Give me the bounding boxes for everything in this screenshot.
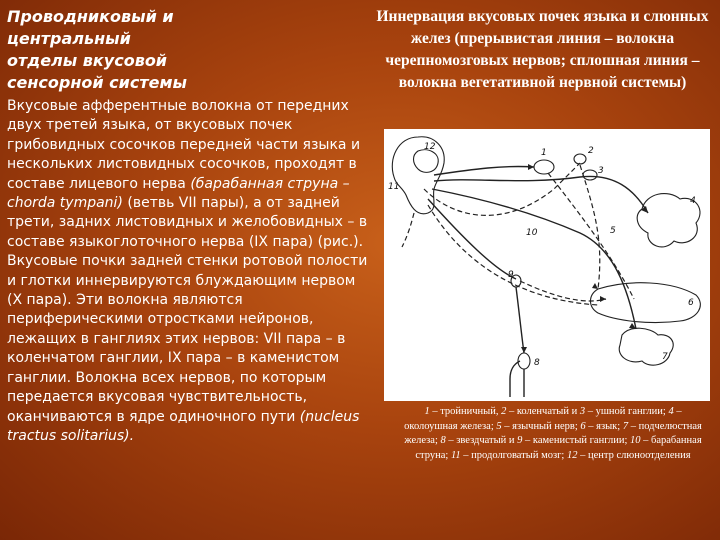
figure-title: Иннервация вкусовых почек языка и слюнных желез (прерывистая линия – волокна черепномозговых нервов; сплошная линия – волокна вегетативной нервной системы) bbox=[376, 8, 709, 91]
body-text-part: (барабанная струна – chorda tympani) bbox=[7, 175, 350, 212]
label-8: 8 bbox=[534, 358, 540, 368]
caption-num: 7 bbox=[622, 420, 629, 432]
body-text-part: Вкусовые афферентные волокна от передних двух третей языка, от вкусовых почек грибовидных сосочков передней части языка и нескольких листовидных сосочков, проходят в составе лицевого нерва bbox=[7, 98, 361, 192]
caption-num: 4 bbox=[668, 406, 674, 417]
label-1: 1 bbox=[541, 148, 547, 158]
caption-text: – язык; bbox=[585, 420, 623, 432]
caption-text: – язычный нерв; bbox=[501, 420, 581, 432]
caption-text: – тройничный, bbox=[429, 406, 502, 417]
caption-num: 12 bbox=[566, 449, 578, 461]
figure-caption bbox=[398, 405, 708, 463]
caption-text: – подчелюстная железа; bbox=[404, 420, 702, 446]
salivation-center bbox=[414, 150, 439, 173]
caption-text: – центр слюноотделения bbox=[577, 449, 691, 461]
caption-num: 2 bbox=[501, 406, 507, 417]
caption-text: – околоушная железа; bbox=[404, 406, 682, 432]
label-6: 6 bbox=[688, 298, 694, 308]
caption-text: – каменистый ганглии; bbox=[522, 435, 630, 446]
caption-text: – коленчатый и bbox=[506, 406, 580, 417]
label-9: 9 bbox=[508, 270, 514, 280]
caption-num: 6 bbox=[580, 420, 586, 432]
ganglion-1 bbox=[534, 160, 554, 174]
tongue bbox=[591, 283, 701, 323]
label-3: 3 bbox=[598, 166, 604, 176]
section-title: Проводниковый и центральный отделы вкусовой сенсорной системы bbox=[7, 7, 187, 92]
label-11: 11 bbox=[388, 182, 400, 192]
caption-num: 10 bbox=[630, 435, 641, 446]
ganglion-3 bbox=[583, 170, 597, 180]
caption-num: 3 bbox=[579, 406, 586, 417]
innervation-diagram bbox=[384, 129, 710, 401]
body-text-part: (ветвь VII пары), а от задней трети, задних листовидных и желобовидных – в составе языкоглоточного нерва (IX пара) (рис.). Вкусовые почки задней стенки ротовой полости и глотки иннервируются блуждающим нервом (X пара). Эти волокна являются периферическими отростками нейронов, лежащих в ганглиях этих нервов: VII пара – в коленчатом ганглии, IX пара – в каменистом ганглии. Волокна всех нервов, по которым передается вкусовая чувствительность, оканчиваются в ядре одиночного пути bbox=[7, 195, 368, 425]
label-4: 4 bbox=[690, 196, 696, 206]
caption-num: 5 bbox=[496, 420, 502, 432]
label-2: 2 bbox=[588, 146, 594, 156]
label-7: 7 bbox=[662, 352, 668, 362]
body-text-part: (nucleus tractus solitarius). bbox=[7, 408, 360, 444]
caption-text: – ушной ганглии; bbox=[585, 406, 669, 417]
body-text bbox=[7, 97, 369, 446]
caption-text: – продолговатый мозг; bbox=[460, 449, 567, 461]
caption-text: – барабанная струна; bbox=[415, 435, 702, 461]
caption-text: – звездчатый и bbox=[445, 435, 518, 446]
caption-num: 1 bbox=[424, 406, 430, 417]
caption-num: 8 bbox=[440, 435, 446, 446]
label-10: 10 bbox=[526, 228, 538, 238]
label-5: 5 bbox=[610, 226, 616, 236]
caption-num: 11 bbox=[450, 449, 461, 461]
ganglion-2 bbox=[574, 154, 586, 164]
caption-num: 9 bbox=[517, 435, 523, 446]
label-12: 12 bbox=[424, 142, 436, 152]
